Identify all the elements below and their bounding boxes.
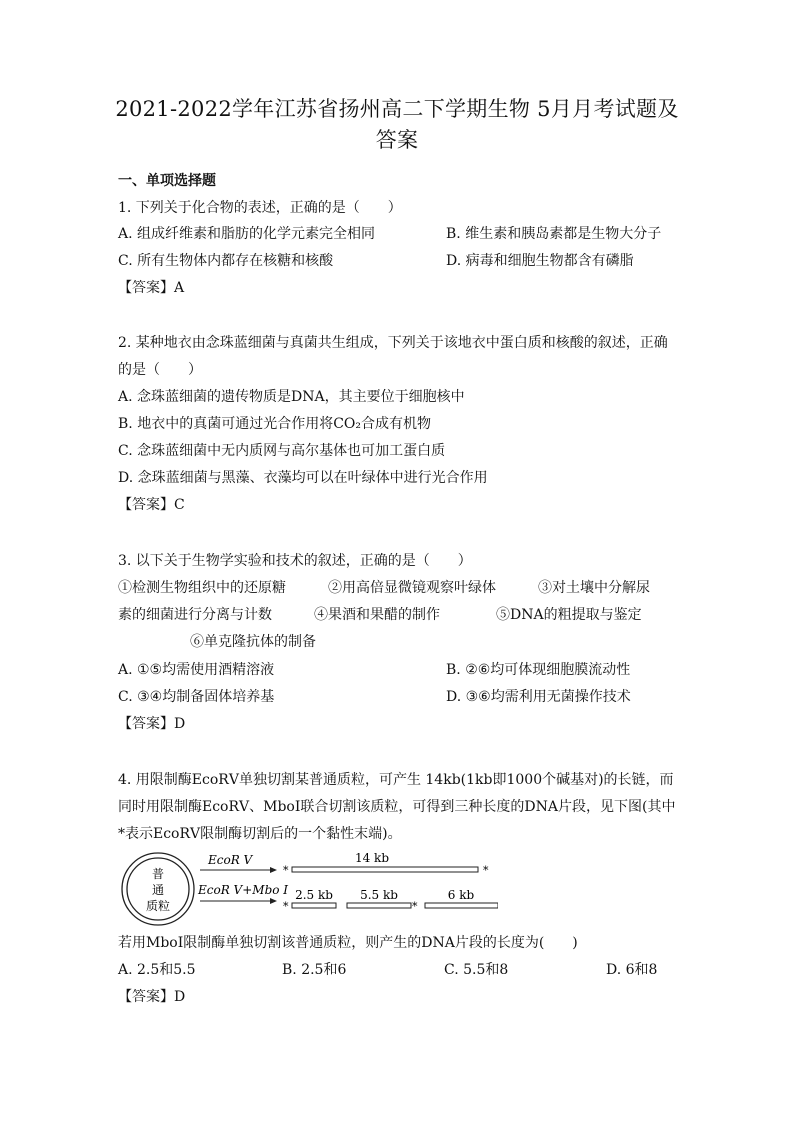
- q3-items-line-3: ⑥单克隆抗体的制备: [190, 634, 316, 650]
- plasmid-label-2: 通: [151, 883, 165, 897]
- q4-stem-line-3: *表示EcoRⅤ限制酶切割后的一个黏性末端)。: [118, 826, 402, 842]
- q3-option-b: B. ②⑥均可体现细胞膜流动性: [446, 662, 631, 678]
- q1-option-c: C. 所有生物体内都存在核糖和核酸: [118, 253, 334, 269]
- plasmid-label-1: 普: [151, 867, 165, 881]
- q3-option-d: D. ③⑥均需利用无菌操作技术: [446, 689, 631, 705]
- title-line-1: 2021-2022学年江苏省扬州高二下学期生物 5月月考试题及: [115, 97, 679, 121]
- q4-option-a: A. 2.5和5.5: [118, 962, 196, 978]
- fragment-5-5kb: [347, 903, 411, 908]
- fragment-5-5kb-label: 5.5 kb: [360, 888, 398, 902]
- plasmid-digestion-figure: [118, 848, 498, 930]
- q4-stem-line-2: 同时用限制酶EcoRⅤ、MboⅠ联合切割该质粒，可得到三种长度的DNA片段，见下图(其中: [118, 799, 676, 815]
- document-title: [100, 94, 694, 156]
- q3-items-line-1: ①检测生物组织中的还原糖 ②用高倍显微镜观察叶绿体 ③对土壤中分解尿: [118, 580, 650, 596]
- q2-stem-line-1: 2. 某种地衣由念珠蓝细菌与真菌共生组成，下列关于该地衣中蛋白质和核酸的叙述，正确: [118, 335, 668, 351]
- q1-option-b: B. 维生素和胰岛素都是生物大分子: [446, 226, 662, 242]
- sticky-end-star-1: *: [283, 864, 289, 877]
- sticky-end-star-4: *: [412, 900, 418, 913]
- q4-option-c: C. 5.5和8: [444, 962, 509, 978]
- q2-answer: 【答案】C: [118, 497, 185, 513]
- q1-answer: 【答案】A: [118, 280, 185, 296]
- q1-option-d: D. 病毒和细胞生物都含有磷脂: [446, 253, 634, 269]
- q1-option-a: A. 组成纤维素和脂肪的化学元素完全相同: [118, 226, 376, 242]
- enzyme-label-ecorv: EcoR Ⅴ: [208, 853, 253, 867]
- q3-stem: 3. 以下关于生物学实验和技术的叙述，正确的是（ ）: [118, 553, 472, 569]
- q4-stem-line-1: 4. 用限制酶EcoRⅤ单独切割某普通质粒，可产生 14kb(1kb即1000个碱基对)的长链，而: [118, 772, 674, 788]
- q3-option-a: A. ①⑤均需使用酒精溶液: [118, 662, 275, 678]
- q1-stem: 1. 下列关于化合物的表述，正确的是（ ）: [118, 200, 402, 216]
- sticky-end-star-2: *: [483, 864, 489, 877]
- title-line-2: 答案: [375, 128, 419, 152]
- q2-option-c: C. 念珠蓝细菌中无内质网与高尔基体也可加工蛋白质: [118, 443, 446, 459]
- q4-stem-line-4: 若用MboⅠ限制酶单独切割该普通质粒，则产生的DNA片段的长度为( ): [118, 935, 578, 951]
- q2-option-d: D. 念珠蓝细菌与黑藻、衣藻均可以在叶绿体中进行光合作用: [118, 470, 488, 486]
- enzyme-label-ecorv-mboi: EcoR Ⅴ+Mbo Ⅰ: [198, 883, 289, 897]
- q4-answer: 【答案】D: [118, 989, 186, 1005]
- fragment-14kb: [292, 867, 478, 872]
- fragment-2-5kb-label: 2.5 kb: [295, 888, 333, 902]
- q2-option-a: A. 念珠蓝细菌的遗传物质是DNA，其主要位于细胞核中: [118, 389, 465, 405]
- q3-items-line-2: 素的细菌进行分离与计数 ④果酒和果醋的制作 ⑤DNA的粗提取与鉴定: [118, 607, 642, 623]
- q2-stem-line-2: 的是（ ）: [118, 362, 202, 378]
- q3-option-c: C. ③④均制备固体培养基: [118, 689, 275, 705]
- q4-option-b: B. 2.5和6: [282, 962, 347, 978]
- sticky-end-star-3: *: [283, 900, 289, 913]
- plasmid-label-3: 质粒: [145, 899, 171, 913]
- q2-option-b: B. 地衣中的真菌可通过光合作用将CO₂合成有机物: [118, 416, 431, 432]
- arrow-2-head: [270, 898, 277, 904]
- fragment-6kb: [425, 903, 498, 908]
- fragment-6kb-label: 6 kb: [447, 888, 475, 902]
- arrow-1-head: [270, 867, 277, 873]
- q3-answer: 【答案】D: [118, 716, 186, 732]
- fragment-14kb-label: 14 kb: [354, 851, 390, 865]
- section-heading: 一、单项选择题: [118, 173, 216, 189]
- q4-option-d: D. 6和8: [606, 962, 658, 978]
- fragment-2-5kb: [292, 903, 336, 908]
